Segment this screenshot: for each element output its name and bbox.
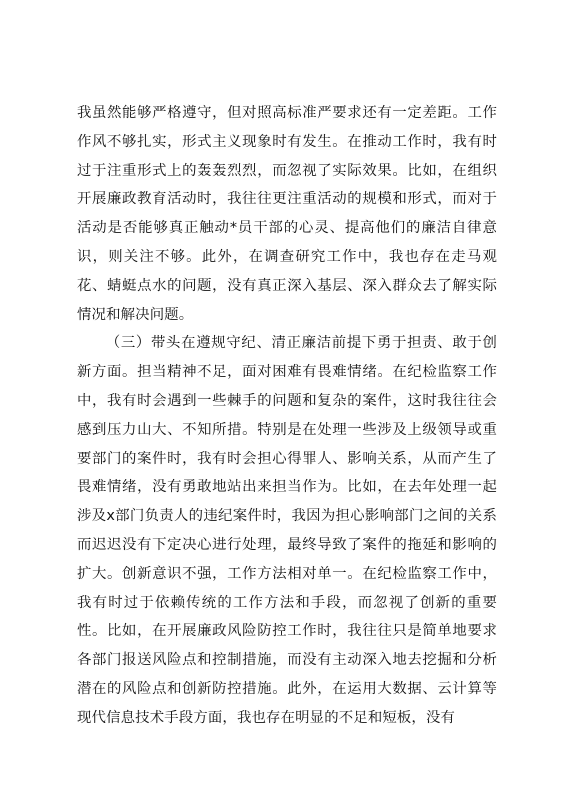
paragraph-section-three: （三）带头在遵规守纪、清正廉洁前提下勇于担责、敢于创新方面。担当精神不足，面对困难有畏难情绪。在纪检监察工作中，我有时会遇到一些棘手的问题和复杂的案件，这时我往往会感到压力山大、不知所措。特别是在处理一些涉及上级领导或重要部门的案件时，我有时会担心得罪人、影响关系，从而产生了畏难情绪，没有勇敢地站出来担当作为。比如，在去年处理一起涉及x部门负责人的违纪案件时，我因为担心影响部门之间的关系而迟迟没有下定决心进行处理，最终导致了案件的拖延和影响的扩大。创新意识不强，工作方法相对单一。在纪检监察工作中，我有时过于依赖传统的工作方法和手段，而忽视了创新的重要性。比如，在开展廉政风险防控工作时，我往往只是简单地要求各部门报送风险点和控制措施，而没有主动深入地去挖掘和分析潜在的风险点和创新防控措施。此外，在运用大数据、云计算等现代信息技术手段方面，我也存在明显的不足和短板，没有 (77, 335, 497, 726)
paragraph-continued: 我虽然能够严格遵守，但对照高标准严要求还有一定差距。工作作风不够扎实，形式主义现象时有发生。在推动工作时，我有时过于注重形式上的轰轰烈烈，而忽视了实际效果。比如，在组织开展廉政教育活动时，我往往更注重活动的规模和形式，而对于活动是否能够真正触动*员干部的心灵、提高他们的廉洁自律意识，则关注不够。此外，在调查研究工作中，我也存在走马观花、蜻蜓点水的问题，没有真正深入基层、深入群众去了解实际情况和解决问题。 (77, 105, 497, 323)
document-body (77, 99, 497, 733)
